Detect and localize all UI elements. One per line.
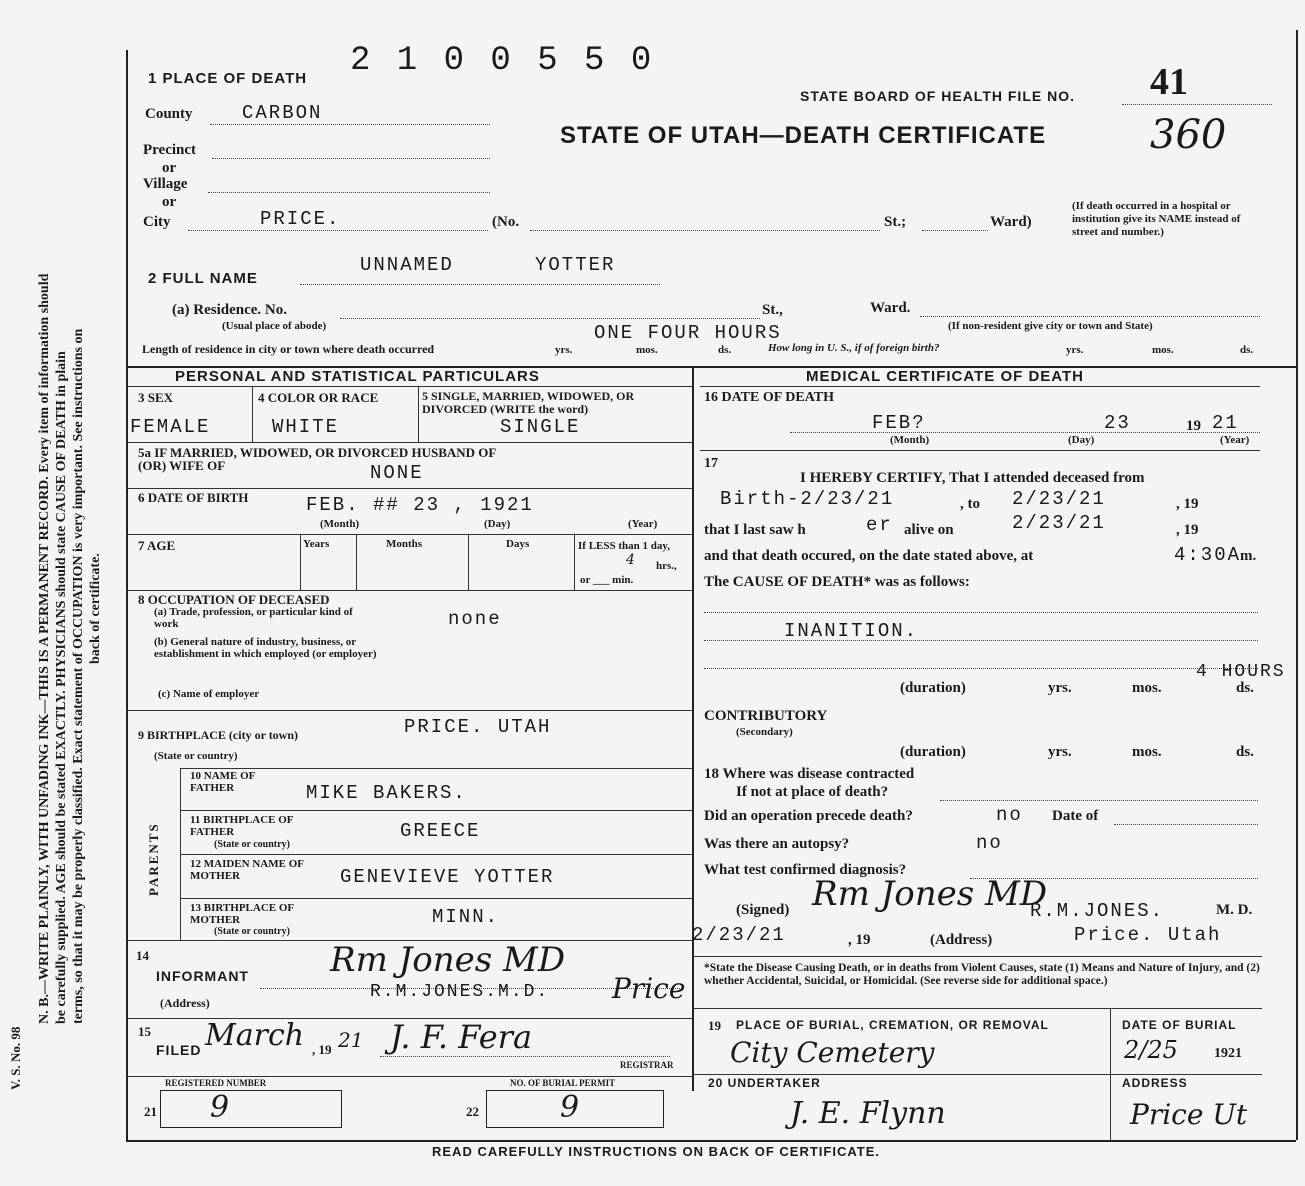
certificate-handwritten-number: 360 <box>1150 112 1227 158</box>
us-residence-label: How long in U. S., if of foreign birth? <box>768 342 940 354</box>
informant-address-label: (Address) <box>160 996 210 1010</box>
burial-permit-value: 9 <box>560 1090 580 1125</box>
burial-permit-item: 22 <box>466 1104 479 1119</box>
city-value: PRICE. <box>260 208 341 230</box>
ward-label: Ward) <box>990 214 1032 230</box>
disease-contracted-label: 18 Where was disease contracted <box>704 766 915 782</box>
father-birthplace-sub: (State or country) <box>214 839 290 850</box>
death-year-caption: (Year) <box>1220 434 1250 446</box>
duration-yrs-2: yrs. <box>1048 744 1072 760</box>
certify-text: I HEREBY CERTIFY, That I attended deceased from <box>800 470 1145 486</box>
parents-label: PARENTS <box>146 822 161 896</box>
side-instructions <box>36 164 104 1024</box>
secondary-label: (Secondary) <box>736 726 793 738</box>
operation-date-label: Date of <box>1052 808 1099 824</box>
undertaker-address-label: ADDRESS <box>1122 1076 1188 1090</box>
burial-permit-label: NO. OF BURIAL PERMIT <box>510 1078 616 1088</box>
attended-to: 2/23/21 <box>1012 488 1106 510</box>
age-hours-value: 4 <box>626 552 635 568</box>
date-of-death-label: 16 DATE OF DEATH <box>704 390 835 405</box>
residence-label: (a) Residence. No. <box>172 302 287 318</box>
death-month: FEB? <box>872 412 926 434</box>
md-label: M. D. <box>1216 902 1253 918</box>
burial-date-label: DATE OF BURIAL <box>1122 1018 1237 1032</box>
county-label: County <box>145 106 193 122</box>
street-no-label: (No. <box>492 214 520 230</box>
side-line-1: N. B.—WRITE PLAINLY, WITH UNFADING INK—THIS IS A PERMANENT RECORD. Every item of information should <box>37 273 52 1024</box>
informant-item: 14 <box>136 948 149 963</box>
burial-date-value: 2/25 <box>1124 1036 1178 1064</box>
father-label: 10 NAME OF FATHER <box>190 770 255 794</box>
death-occurred-label: and that death occured, on the date stated above, at <box>704 548 1034 564</box>
cause-of-death: INANITION. <box>784 620 919 642</box>
contributory-label: CONTRIBUTORY <box>704 708 828 724</box>
age-min: or ___ min. <box>580 574 634 586</box>
test-diagnosis-label: What test confirmed diagnosis? <box>704 862 907 878</box>
registrar-label: REGISTRAR <box>620 1060 674 1070</box>
physician-signature: Rm Jones MD <box>812 874 1048 914</box>
or-label-1: or <box>162 160 177 176</box>
sex-label: 3 SEX <box>138 390 174 405</box>
nonresident-note: (If non-resident give city or town and State) <box>948 320 1153 332</box>
duration-yrs: yrs. <box>1048 680 1072 696</box>
mother-birthplace-label: 13 BIRTHPLACE OF MOTHER <box>190 902 294 926</box>
marital-value: SINGLE <box>500 416 581 438</box>
burial-item: 19 <box>708 1018 721 1033</box>
spouse-value: NONE <box>370 462 424 484</box>
side-line-4: back of certificate. <box>88 553 103 664</box>
last-saw-pronoun: er <box>866 514 893 536</box>
duration-mos-2: mos. <box>1132 744 1162 760</box>
certificate-title: STATE OF UTAH—DEATH CERTIFICATE <box>560 122 1047 149</box>
village-label: Village <box>143 176 188 192</box>
filed-date: March <box>205 1018 305 1053</box>
burial-place-label: PLACE OF BURIAL, CREMATION, OR REMOVAL <box>736 1018 1049 1032</box>
death-year: 21 <box>1212 412 1239 434</box>
dob-year-caption: (Year) <box>628 518 658 530</box>
side-line-3: terms, so that it may be properly classified. Exact statement of OCCUPATION is very important. See instructions on <box>71 328 86 1024</box>
us-yrs: yrs. <box>1066 344 1084 356</box>
registered-number-item: 21 <box>144 1104 157 1119</box>
length-mos: mos. <box>636 344 658 356</box>
death-month-caption: (Month) <box>890 434 930 446</box>
employer-label: (c) Name of employer <box>158 688 260 700</box>
age-hrs: hrs., <box>656 560 677 572</box>
us-mos: mos. <box>1152 344 1174 356</box>
mother-value: GENEVIEVE YOTTER <box>340 866 555 888</box>
last-saw-label: that I last saw h <box>704 522 806 538</box>
nineteen-2: , 19 <box>1176 522 1199 538</box>
informant-label: INFORMANT <box>156 968 249 984</box>
residence-ward-label: Ward. <box>870 300 911 316</box>
duration-label-2: (duration) <box>900 744 966 760</box>
cause-duration: 4 HOURS <box>1196 662 1286 682</box>
father-birthplace-value: GREECE <box>400 820 481 842</box>
autopsy-value: no <box>976 832 1003 854</box>
signature-date: 2/23/21 <box>692 924 786 946</box>
dob-day-caption: (Day) <box>484 518 511 530</box>
alive-on-date: 2/23/21 <box>1012 512 1106 534</box>
father-value: MIKE BAKERS. <box>306 782 467 804</box>
age-days: Days <box>506 538 530 550</box>
length-ds: ds. <box>718 344 732 356</box>
sex-value: FEMALE <box>130 416 211 438</box>
death-day: 23 <box>1104 412 1131 434</box>
filed-item: 15 <box>138 1024 151 1039</box>
dob-label: 6 DATE OF BIRTH <box>138 490 249 505</box>
duration-ds: ds. <box>1236 680 1254 696</box>
color-value: WHITE <box>272 416 340 438</box>
disease-contracted-sub: If not at place of death? <box>736 784 889 800</box>
or-label-2: or <box>162 194 177 210</box>
filed-nineteen: , 19 <box>312 1042 332 1057</box>
dob-month-caption: (Month) <box>320 518 360 530</box>
duration-mos: mos. <box>1132 680 1162 696</box>
birthplace-state-label: (State or country) <box>154 750 238 762</box>
dob-value: FEB. ## 23 , 1921 <box>306 494 534 516</box>
attended-from: Birth-2/23/21 <box>720 488 895 510</box>
place-of-death-heading: 1 PLACE OF DEATH <box>148 70 308 87</box>
read-carefully-note: READ CAREFULLY INSTRUCTIONS ON BACK OF CERTIFICATE. <box>432 1144 880 1159</box>
registered-number-label: REGISTERED NUMBER <box>165 1078 267 1088</box>
occupation-value: none <box>448 608 502 630</box>
burial-year: 1921 <box>1214 1046 1242 1061</box>
death-day-caption: (Day) <box>1068 434 1095 446</box>
am-label: m. <box>1240 548 1257 564</box>
undertaker-value: J. E. Flynn <box>790 1096 946 1131</box>
first-name: UNNAMED <box>360 254 454 276</box>
color-label: 4 COLOR OR RACE <box>258 390 379 405</box>
abode-note: (Usual place of abode) <box>222 320 327 332</box>
duration-ds-2: ds. <box>1236 744 1254 760</box>
us-ds: ds. <box>1240 344 1254 356</box>
operation-label: Did an operation precede death? <box>704 808 913 824</box>
item-17: 17 <box>704 456 718 471</box>
length-of-residence-label: Length of residence in city or town where death occurred <box>142 342 435 356</box>
county-value: CARBON <box>242 102 323 124</box>
street-label: St.; <box>884 214 907 230</box>
physician-name: R.M.JONES. <box>1030 900 1165 922</box>
informant-signature: Rm Jones MD <box>330 940 566 980</box>
informant-place: Price <box>612 972 686 1005</box>
death-year-prefix: 19 <box>1186 418 1201 434</box>
autopsy-label: Was there an autopsy? <box>704 836 850 852</box>
duration-label: (duration) <box>900 680 966 696</box>
occupation-b-label: (b) General nature of industry, business, or establishment in which employed (or employer) <box>154 636 377 660</box>
occupation-a-label: (a) Trade, profession, or particular kind of work <box>154 606 353 630</box>
father-birthplace-label: 11 BIRTHPLACE OF FATHER <box>190 814 294 838</box>
occupation-label: 8 OCCUPATION OF DECEASED <box>138 592 330 607</box>
cause-label: The CAUSE OF DEATH* was as follows: <box>704 574 970 590</box>
precinct-label: Precinct <box>143 142 197 158</box>
burial-place-value: City Cemetery <box>730 1036 935 1069</box>
signed-label: (Signed) <box>736 902 790 918</box>
last-name: YOTTER <box>535 254 616 276</box>
mother-label: 12 MAIDEN NAME OF MOTHER <box>190 858 304 882</box>
age-label: 7 AGE <box>138 538 176 553</box>
nineteen-1: , 19 <box>1176 496 1199 512</box>
length-value: ONE FOUR HOURS <box>594 322 782 344</box>
registrar-signature: J. F. Fera <box>390 1018 533 1056</box>
filed-year: 21 <box>338 1028 364 1052</box>
length-yrs: yrs. <box>555 344 573 356</box>
birthplace-value: PRICE. UTAH <box>404 716 552 738</box>
personal-heading: PERSONAL AND STATISTICAL PARTICULARS <box>175 368 540 385</box>
informant-typed: R.M.JONES.M.D. <box>370 982 550 1002</box>
physician-address: Price. Utah <box>1074 924 1222 946</box>
age-years: Years <box>303 538 330 550</box>
spouse-label: 5a IF MARRIED, WIDOWED, OR DIVORCED HUSBAND OF (OR) WIFE OF <box>138 445 496 473</box>
full-name-label: 2 FULL NAME <box>148 270 258 287</box>
death-time: 4:30A <box>1174 544 1242 566</box>
nineteen-3: , 19 <box>848 932 871 948</box>
alive-on-label: alive on <box>904 522 954 538</box>
age-less-than-day: If LESS than 1 day, <box>578 540 671 552</box>
undertaker-address-value: Price Ut <box>1130 1098 1248 1131</box>
physician-address-label: (Address) <box>930 932 993 948</box>
medical-heading: MEDICAL CERTIFICATE OF DEATH <box>806 368 1084 385</box>
operation-value: no <box>996 804 1023 826</box>
birthplace-label: 9 BIRTHPLACE (city or town) <box>138 728 299 742</box>
side-line-2: be carefully supplied. AGE should be stated EXACTLY. PHYSICIANS should state CAUSE OF DEATH in plain <box>54 351 69 1024</box>
cause-footnote: *State the Disease Causing Death, or in deaths from Violent Causes, state (1) Means and Nature of Injury, and (2) whether Accidental, Suicidal, or Homicidal. (See reverse side for additional space.) <box>704 962 1260 987</box>
file-label: STATE BOARD OF HEALTH FILE NO. <box>800 88 1075 104</box>
city-label: City <box>143 214 171 230</box>
residence-st-label: St., <box>762 302 783 318</box>
age-months: Months <box>386 538 423 550</box>
to-label: , to <box>960 496 980 512</box>
hospital-note: (If death occurred in a hospital or institution give its NAME instead of street and number.) <box>1072 200 1241 238</box>
mother-birthplace-sub: (State or country) <box>214 926 290 937</box>
filed-label: FILED <box>156 1042 202 1058</box>
mother-birthplace-value: MINN. <box>432 906 500 928</box>
marital-label: 5 SINGLE, MARRIED, WIDOWED, OR DIVORCED (WRITE the word) <box>422 389 635 416</box>
undertaker-label: 20 UNDERTAKER <box>708 1076 821 1090</box>
registered-number-value: 9 <box>210 1090 230 1125</box>
certificate-number: 2 1 0 0 5 5 0 <box>350 42 655 80</box>
vs-number: V. S. No. 98 <box>8 1026 23 1090</box>
file-number: 41 <box>1150 61 1188 103</box>
